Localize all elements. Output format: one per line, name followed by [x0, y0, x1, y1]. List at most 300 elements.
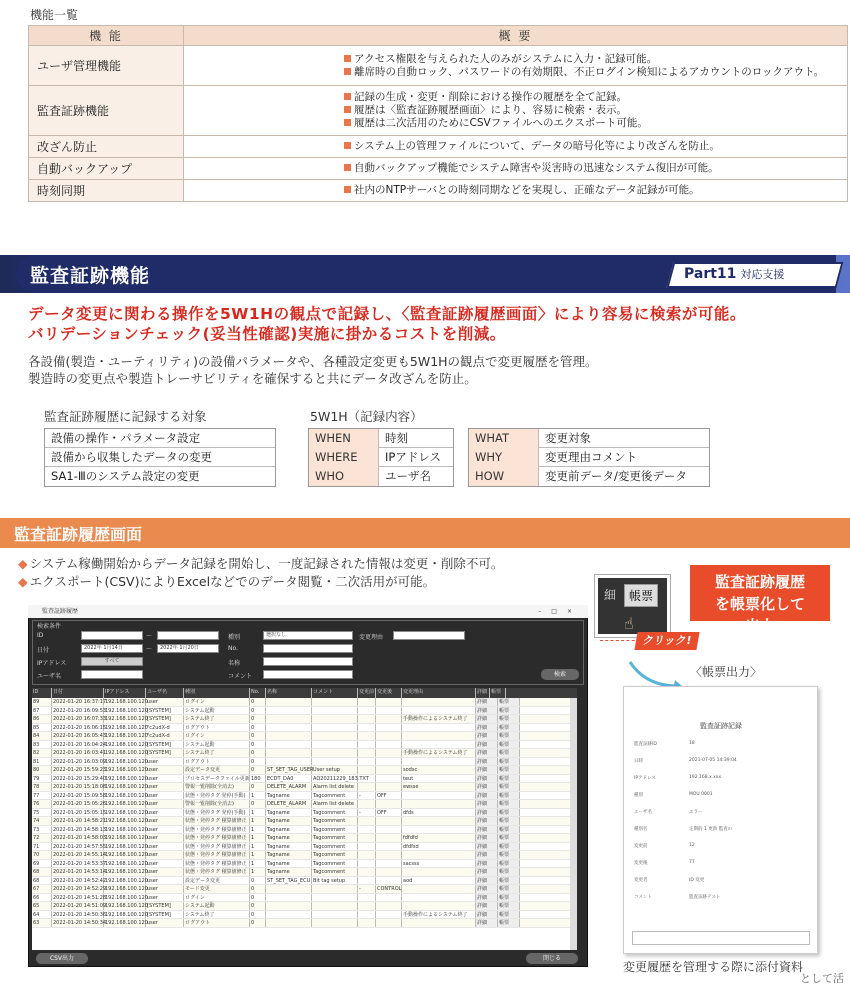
grid-cell: 192.168.100.120	[105, 920, 148, 926]
date-to-input[interactable]: 2022年 1月20日	[157, 644, 219, 653]
kind-select[interactable]: 選択なし	[263, 631, 353, 640]
grid-cell	[312, 707, 358, 715]
grid-cell: ログアウト	[184, 758, 250, 766]
form-button[interactable]: 帳票	[498, 851, 520, 859]
detail-button[interactable]: 詳細	[476, 902, 498, 910]
table-row[interactable]	[32, 741, 577, 750]
grid-cell: Tagcomment	[312, 851, 358, 859]
form-button[interactable]: 帳票	[498, 724, 520, 732]
form-button[interactable]: 帳票	[498, 860, 520, 868]
grid-cell: 2022-01-20 14:53:37	[53, 860, 107, 867]
form-button[interactable]: 帳票	[498, 783, 520, 791]
grid-cell: [SYSTEM]	[146, 911, 184, 919]
grid-cell	[312, 732, 358, 740]
grid-cell: [SYSTEM]	[146, 715, 184, 723]
square-bullet-icon	[344, 119, 351, 126]
detail-button[interactable]: 詳細	[476, 732, 498, 740]
grid-cell: 192.168.100.120	[105, 733, 148, 739]
callout-text: 監査証跡履歴を帳票化して出力	[714, 573, 805, 635]
grid-cell: 72	[32, 834, 52, 842]
grid-cell: 1	[250, 868, 266, 876]
grid-cell: user	[146, 919, 184, 927]
detail-button[interactable]: 詳細	[476, 698, 498, 706]
form-value: 2021-07-05 14:39:04	[689, 758, 737, 763]
w5h1-val: 時刻	[385, 431, 408, 445]
form-key: 変更者	[634, 877, 648, 883]
grid-cell: "c2udX-d	[146, 724, 184, 732]
history-grid	[32, 688, 577, 950]
grid-cell: 74	[32, 817, 52, 825]
detail-button[interactable]: 詳細	[476, 843, 498, 851]
grid-cell: 2022-01-20 14:51:28	[53, 894, 107, 901]
table-row[interactable]	[32, 851, 577, 860]
w5h1-key: WHO	[309, 467, 379, 486]
grid-header	[32, 688, 577, 698]
table-row[interactable]	[32, 911, 577, 920]
feature-name: 自動バックアップ	[29, 158, 184, 180]
detail-button[interactable]: 詳細	[476, 707, 498, 715]
grid-column-header[interactable]: 変更理由	[402, 688, 476, 698]
form-button[interactable]: 帳票	[498, 868, 520, 876]
w5h1-key: WHY	[469, 448, 539, 467]
id-to-input[interactable]	[157, 631, 219, 640]
grid-cell	[402, 894, 476, 902]
grid-cell	[312, 758, 358, 766]
form-button[interactable]: 帳票	[498, 826, 520, 834]
grid-cell: user	[146, 766, 184, 774]
grid-cell	[402, 868, 476, 876]
id-label: ID	[37, 632, 44, 639]
grid-cell	[376, 902, 402, 910]
detail-button[interactable]: 詳細	[476, 894, 498, 902]
detail-button[interactable]: 詳細	[476, 911, 498, 919]
detail-button[interactable]: 詳細	[476, 826, 498, 834]
table-row[interactable]	[32, 885, 577, 894]
table-row[interactable]	[32, 715, 577, 724]
table-row[interactable]	[32, 775, 577, 784]
grid-cell	[402, 732, 476, 740]
table-row[interactable]	[32, 792, 577, 801]
detail-button[interactable]: 詳細	[476, 885, 498, 893]
table-row[interactable]	[32, 724, 577, 733]
table-row[interactable]	[32, 732, 577, 741]
square-bullet-icon	[344, 106, 351, 113]
feature-header-name: 機 能	[29, 26, 184, 46]
detail-button[interactable]: 詳細	[476, 809, 498, 817]
grid-cell	[358, 724, 376, 732]
table-row[interactable]	[32, 707, 577, 716]
close-button[interactable]: 閉じる	[526, 953, 578, 964]
feature-desc	[184, 180, 848, 202]
grid-cell: DELETE_ALARM	[266, 800, 312, 808]
grid-cell	[312, 698, 358, 706]
form-row	[634, 803, 809, 820]
reason-label: 変更理由	[359, 634, 384, 641]
bottom-caption: 変更履歴を管理する際に添付資料	[623, 960, 804, 974]
grid-cell: user	[146, 894, 184, 902]
grid-cell: 0	[250, 724, 266, 732]
form-button[interactable]: 帳票	[498, 817, 520, 825]
grid-cell: 192.168.100.120	[105, 911, 148, 918]
grid-cell	[376, 894, 402, 902]
grid-cell: [SYSTEM]	[146, 902, 184, 910]
detail-button[interactable]: 詳細	[476, 715, 498, 723]
detail-button[interactable]: 詳細	[476, 749, 498, 757]
grid-cell	[358, 749, 376, 757]
grid-column-header[interactable]: No.	[250, 688, 266, 698]
grid-cell: 手動操作によるシステム終了	[402, 749, 476, 757]
grid-cell: 2022-01-20 16:37:17	[53, 699, 107, 705]
zoom-form-button[interactable]: 帳票	[624, 584, 658, 607]
body-line-2: 製造時の変更点や製造トレーサビリティを確保すると共にデータ改ざんを防止。	[28, 371, 477, 386]
square-bullet-icon	[344, 142, 351, 149]
w5h1-key: WHAT	[469, 429, 539, 448]
form-button[interactable]: 帳票	[498, 707, 520, 715]
grid-cell	[358, 877, 376, 885]
reason-input[interactable]	[393, 631, 465, 640]
grid-column-header[interactable]: 詳細	[476, 688, 490, 698]
form-heading: 監査証跡記録	[700, 722, 742, 730]
form-button[interactable]: 帳票	[498, 877, 520, 885]
detail-button[interactable]: 詳細	[476, 783, 498, 791]
grid-cell: システム起動	[184, 707, 250, 715]
detail-button[interactable]: 詳細	[476, 792, 498, 800]
form-button[interactable]: 帳票	[498, 834, 520, 842]
grid-column-header[interactable]: コメント	[312, 688, 358, 698]
detail-button[interactable]: 詳細	[476, 868, 498, 876]
form-button[interactable]: 帳票	[498, 894, 520, 902]
form-button[interactable]: 帳票	[498, 732, 520, 740]
form-button[interactable]: 帳票	[498, 766, 520, 774]
grid-cell: 192.168.100.120	[105, 809, 148, 816]
grid-cell: Tagname	[266, 792, 312, 800]
square-bullet-icon	[344, 186, 351, 193]
grid-cell: -	[358, 885, 376, 893]
detail-button[interactable]: 詳細	[476, 851, 498, 859]
window-titlebar	[28, 605, 588, 618]
grid-cell	[376, 851, 402, 859]
form-preview	[623, 686, 818, 954]
name-input[interactable]	[263, 657, 353, 666]
grid-cell: 192.168.100.120	[105, 741, 148, 748]
grid-cell: -	[358, 809, 376, 817]
grid-cell	[376, 698, 402, 706]
grid-cell	[402, 826, 476, 834]
grid-cell: システム終了	[184, 749, 250, 757]
user-input[interactable]	[81, 670, 143, 679]
grid-cell	[312, 724, 358, 732]
grid-cell	[376, 775, 402, 783]
grid-column-header[interactable]: 変更後	[376, 688, 402, 698]
grid-cell: 2022-01-20 14:52:42	[53, 877, 107, 884]
grid-cell: 1	[250, 843, 266, 851]
grid-cell: 2022-01-20 14:51:09	[53, 903, 107, 909]
grid-cell: 68	[32, 877, 52, 885]
grid-cell	[402, 885, 476, 893]
grid-cell	[358, 868, 376, 876]
grid-cell	[266, 758, 312, 766]
grid-cell	[376, 834, 402, 842]
w5h1-val: ユーザ名	[385, 469, 431, 483]
table-row[interactable]	[32, 758, 577, 767]
grid-cell: 85	[32, 724, 52, 732]
grid-cell: システム終了	[184, 911, 250, 919]
w5h1-key: WHEN	[309, 429, 379, 448]
table-row[interactable]	[32, 809, 577, 818]
form-button[interactable]: 帳票	[498, 749, 520, 757]
form-row	[634, 888, 809, 905]
detail-button[interactable]: 詳細	[476, 919, 498, 927]
grid-cell: 0	[250, 800, 266, 808]
w5h1-title: 5W1H（記録内容）	[310, 409, 423, 424]
detail-button[interactable]: 詳細	[476, 741, 498, 749]
feature-desc-item: システム上の管理ファイルについて、データの暗号化等により改ざんを防止。	[344, 140, 839, 153]
detail-button[interactable]: 詳細	[476, 817, 498, 825]
grid-scrollbar[interactable]	[570, 698, 577, 950]
table-row[interactable]	[32, 877, 577, 886]
grid-cell	[266, 698, 312, 706]
form-key: ユーザ名	[634, 809, 652, 815]
user-label: ユーザ名	[37, 673, 62, 680]
grid-cell	[266, 749, 312, 757]
table-row[interactable]	[32, 800, 577, 809]
form-button[interactable]: 帳票	[498, 919, 520, 927]
grid-cell: 0	[250, 732, 266, 740]
grid-cell: 状態・発停タグ 発停(手動)	[184, 809, 250, 817]
detail-button[interactable]: 詳細	[476, 724, 498, 732]
table-row[interactable]	[32, 826, 577, 835]
grid-cell	[358, 902, 376, 910]
grid-column-header[interactable]: ID	[32, 688, 52, 698]
form-button[interactable]: 帳票	[498, 800, 520, 808]
grid-cell	[402, 707, 476, 715]
detail-button[interactable]: 詳細	[476, 775, 498, 783]
grid-cell	[358, 834, 376, 842]
grid-cell	[266, 715, 312, 723]
grid-cell	[358, 707, 376, 715]
form-output-label: 〈帳票出力〉	[690, 665, 763, 679]
grid-cell: 192.168.100.120	[105, 724, 148, 731]
grid-cell	[312, 894, 358, 902]
target-item: 設備から収集したデータの変更	[45, 448, 275, 467]
grid-cell: User setup	[312, 766, 358, 774]
grid-cell: 1	[250, 809, 266, 817]
form-value: 監査証跡テスト	[689, 894, 721, 900]
grid-cell: 状態・発停タグ 積算値修正	[184, 826, 250, 834]
grid-cell: 87	[32, 707, 52, 715]
grid-column-header[interactable]: 変更前	[358, 688, 376, 698]
grid-cell: 192.168.100.120	[105, 699, 148, 705]
grid-cell: 0	[250, 749, 266, 757]
targets-title: 監査証跡履歴に記録する対象	[44, 409, 207, 424]
date-from-input[interactable]: 2022年 1月14日	[81, 644, 143, 653]
grid-cell: 77	[32, 792, 52, 800]
form-button[interactable]: 帳票	[498, 715, 520, 723]
grid-cell: 68	[32, 868, 52, 876]
detail-button[interactable]: 詳細	[476, 877, 498, 885]
form-button[interactable]: 帳票	[498, 902, 520, 910]
form-row	[634, 752, 809, 769]
grid-column-header[interactable]: 種別	[184, 688, 250, 698]
grid-cell: 80	[32, 766, 52, 774]
grid-cell	[376, 766, 402, 774]
grid-cell: 82	[32, 749, 52, 757]
grid-cell: システム起動	[184, 741, 250, 749]
feature-list-title: 機能一覧	[30, 8, 79, 22]
grid-cell: Tagname	[266, 843, 312, 851]
feature-name: 時刻同期	[29, 180, 184, 202]
grid-cell: Alarm list delete	[312, 783, 358, 791]
tilde-icon: ～	[146, 633, 153, 640]
form-button[interactable]: 帳票	[498, 698, 520, 706]
table-row[interactable]	[32, 860, 577, 869]
grid-cell: 192.168.100.120	[105, 775, 148, 782]
grid-cell	[376, 877, 402, 885]
csv-export-button[interactable]: CSV出力	[36, 953, 88, 964]
table-row[interactable]	[32, 894, 577, 903]
grid-cell: 1	[250, 860, 266, 868]
window-title: 監査証跡履歴	[42, 608, 79, 615]
grid-cell: 状態・発停タグ 積算値修正	[184, 834, 250, 842]
grid-column-header[interactable]: 帳票	[490, 688, 506, 698]
grid-cell: 0	[250, 877, 266, 885]
grid-cell	[266, 894, 312, 902]
zoom-label-a: 細	[604, 588, 617, 602]
comment-input[interactable]	[263, 670, 353, 679]
grid-cell: 192.168.100.120	[105, 903, 148, 909]
form-footer-box	[632, 931, 810, 945]
table-row[interactable]	[32, 817, 577, 826]
grid-cell: 2022-01-20 16:09:53	[53, 707, 107, 714]
grid-cell: 192.168.100.120	[105, 877, 148, 884]
detail-button[interactable]: 詳細	[476, 860, 498, 868]
grid-cell: 2022-01-20 16:03:41	[53, 750, 107, 756]
feature-name: 監査証跡機能	[29, 86, 184, 136]
grid-cell	[358, 783, 376, 791]
grid-cell: dfdfsd	[402, 843, 476, 851]
grid-cell	[312, 911, 358, 919]
grid-column-header[interactable]: 名称	[266, 688, 312, 698]
grid-cell	[358, 843, 376, 851]
table-row[interactable]	[32, 919, 577, 928]
detail-button[interactable]: 詳細	[476, 834, 498, 842]
table-row[interactable]	[32, 766, 577, 775]
search-button[interactable]: 検索	[541, 669, 579, 680]
form-key: 変更前	[634, 843, 648, 849]
grid-cell: 状態・発停タグ 積算値修正	[184, 817, 250, 825]
form-key: IPアドレス	[634, 775, 656, 781]
w5h1-key: WHERE	[309, 448, 379, 467]
grid-cell	[376, 826, 402, 834]
form-row	[634, 786, 809, 803]
grid-cell: 0	[250, 758, 266, 766]
grid-cell: 0	[250, 698, 266, 706]
grid-cell	[358, 758, 376, 766]
grid-cell	[358, 919, 376, 927]
form-button[interactable]: 帳票	[498, 809, 520, 817]
detail-button[interactable]: 詳細	[476, 758, 498, 766]
filter-panel	[32, 620, 584, 685]
table-row[interactable]	[32, 843, 577, 852]
grid-cell: Tagcomment	[312, 868, 358, 876]
grid-cell	[358, 851, 376, 859]
grid-cell: 2022-01-20 14:57:55	[53, 843, 107, 850]
form-key: 監査証跡ID	[634, 741, 657, 747]
diamond-icon: ◆	[18, 574, 28, 589]
form-button[interactable]: 帳票	[498, 843, 520, 851]
grid-column-header[interactable]: ユーザ名	[146, 688, 184, 698]
form-button[interactable]: 帳票	[498, 775, 520, 783]
grid-cell: 63	[32, 919, 52, 927]
grid-cell	[376, 724, 402, 732]
grid-cell: 2022-01-20 16:07:33	[53, 716, 107, 722]
form-key: 種別	[634, 792, 643, 798]
grid-cell	[402, 851, 476, 859]
table-row[interactable]	[32, 783, 577, 792]
part11-label: Part11 対応支援	[684, 266, 785, 282]
grid-cell: 2022-01-20 14:53:14	[53, 869, 107, 875]
id-from-input[interactable]	[81, 631, 143, 640]
grid-cell: user	[146, 775, 184, 783]
ip-select[interactable]: すべて	[81, 657, 143, 666]
grid-cell: [SYSTEM]	[146, 749, 184, 757]
grid-cell: 70	[32, 851, 52, 859]
target-item: SA1-Ⅲのシステム設定の変更	[51, 469, 200, 483]
form-button[interactable]: 帳票	[498, 885, 520, 893]
grid-cell: 0	[250, 902, 266, 910]
grid-cell	[358, 698, 376, 706]
grid-cell: 84	[32, 732, 52, 740]
form-button[interactable]: 帳票	[498, 741, 520, 749]
grid-column-header[interactable]: IPアドレス	[104, 688, 146, 698]
grid-cell: 71	[32, 843, 52, 851]
table-row[interactable]	[32, 902, 577, 911]
kind-label: 種別	[228, 634, 241, 641]
window-controls-icon[interactable]: –□×	[538, 608, 582, 615]
grid-cell: OFF	[376, 809, 402, 817]
grid-cell	[266, 902, 312, 910]
grid-column-header[interactable]: 日付	[52, 688, 104, 698]
form-button[interactable]: 帳票	[498, 792, 520, 800]
table-row[interactable]	[32, 749, 577, 758]
grid-cell: 0	[250, 919, 266, 927]
grid-cell: 手動操作によるシステム終了	[402, 715, 476, 723]
grid-cell: 2022-01-20 16:06:15	[53, 724, 107, 731]
grid-cell: CONTROL	[377, 886, 402, 892]
grid-cell: 2022-01-20 14:55:14	[53, 852, 107, 858]
table-row[interactable]	[32, 698, 577, 707]
w5h1-val: IPアドレス	[385, 450, 441, 464]
grid-cell: 2022-01-20 14:50:34	[53, 920, 107, 926]
grid-cell: ST_SET_TAG_USER	[267, 767, 314, 773]
grid-cell: 状態・発停タグ 積算値修正	[184, 843, 250, 851]
form-value: 定期的 1 更新 監査の	[689, 826, 733, 832]
form-value: 192.168.x.xxx	[689, 775, 722, 780]
form-button[interactable]: 帳票	[498, 911, 520, 919]
grid-cell: 1	[250, 826, 266, 834]
grid-cell: Tagcomment	[312, 860, 358, 868]
detail-button[interactable]: 詳細	[476, 800, 498, 808]
table-row[interactable]	[32, 834, 577, 843]
detail-button[interactable]: 詳細	[476, 766, 498, 774]
grid-cell: 2022-01-20 15:59:23	[53, 767, 107, 773]
grid-cell	[402, 741, 476, 749]
no-input[interactable]	[263, 644, 353, 653]
table-row[interactable]	[32, 868, 577, 877]
form-button[interactable]: 帳票	[498, 758, 520, 766]
feature-desc-item: 履歴は〈監査証跡履歴画面〉により、容易に検索・表示。	[344, 104, 839, 117]
w5h1-right	[468, 428, 710, 487]
